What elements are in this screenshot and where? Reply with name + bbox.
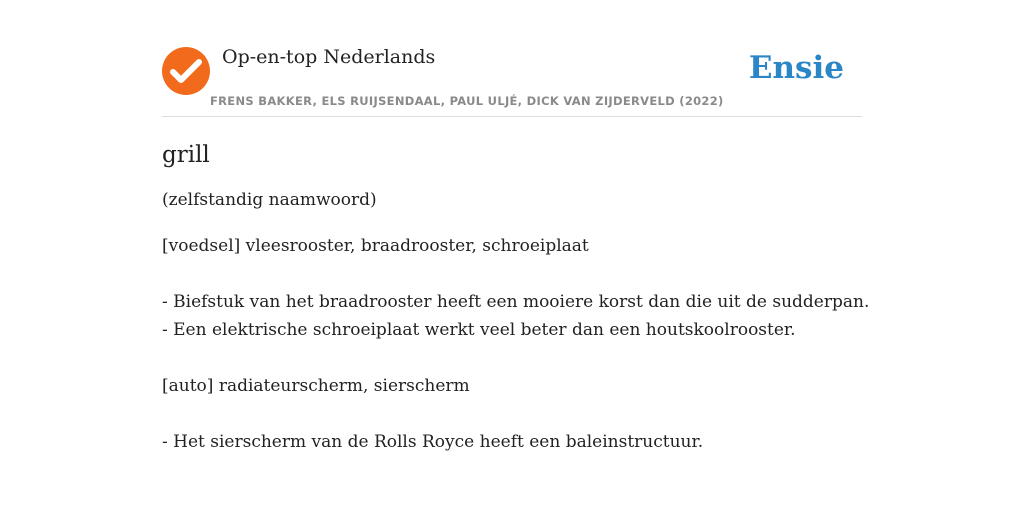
part-of-speech: (zelfstandig naamwoord) bbox=[162, 190, 377, 210]
header bbox=[162, 40, 862, 117]
headword: grill bbox=[162, 142, 210, 168]
sense-auto: [auto] radiateurscherm, sierscherm bbox=[162, 376, 470, 396]
spacer bbox=[162, 260, 862, 288]
brand-logo[interactable]: Ensie bbox=[748, 50, 844, 86]
book-title[interactable]: Op-en-top Nederlands bbox=[222, 46, 436, 68]
authors-line: FRENS BAKKER, ELS RUIJSENDAAL, PAUL ULJÉ, DICK VAN ZIJDERVELD (2022) bbox=[210, 94, 724, 108]
sense-voedsel: [voedsel] vleesrooster, braadrooster, schroeiplaat bbox=[162, 236, 589, 256]
entry-content bbox=[162, 138, 870, 456]
example-line: - Een elektrische schroeiplaat werkt veel beter dan een houtskoolrooster. bbox=[162, 320, 796, 340]
example-line: - Het sierscherm van de Rolls Royce heeft een baleinstructuur. bbox=[162, 432, 704, 452]
spacer bbox=[162, 400, 862, 428]
checkmark-icon[interactable] bbox=[162, 47, 210, 95]
spacer bbox=[162, 344, 862, 372]
example-line: - Biefstuk van het braadrooster heeft een mooiere korst dan die uit de sudderpan. bbox=[162, 292, 870, 312]
